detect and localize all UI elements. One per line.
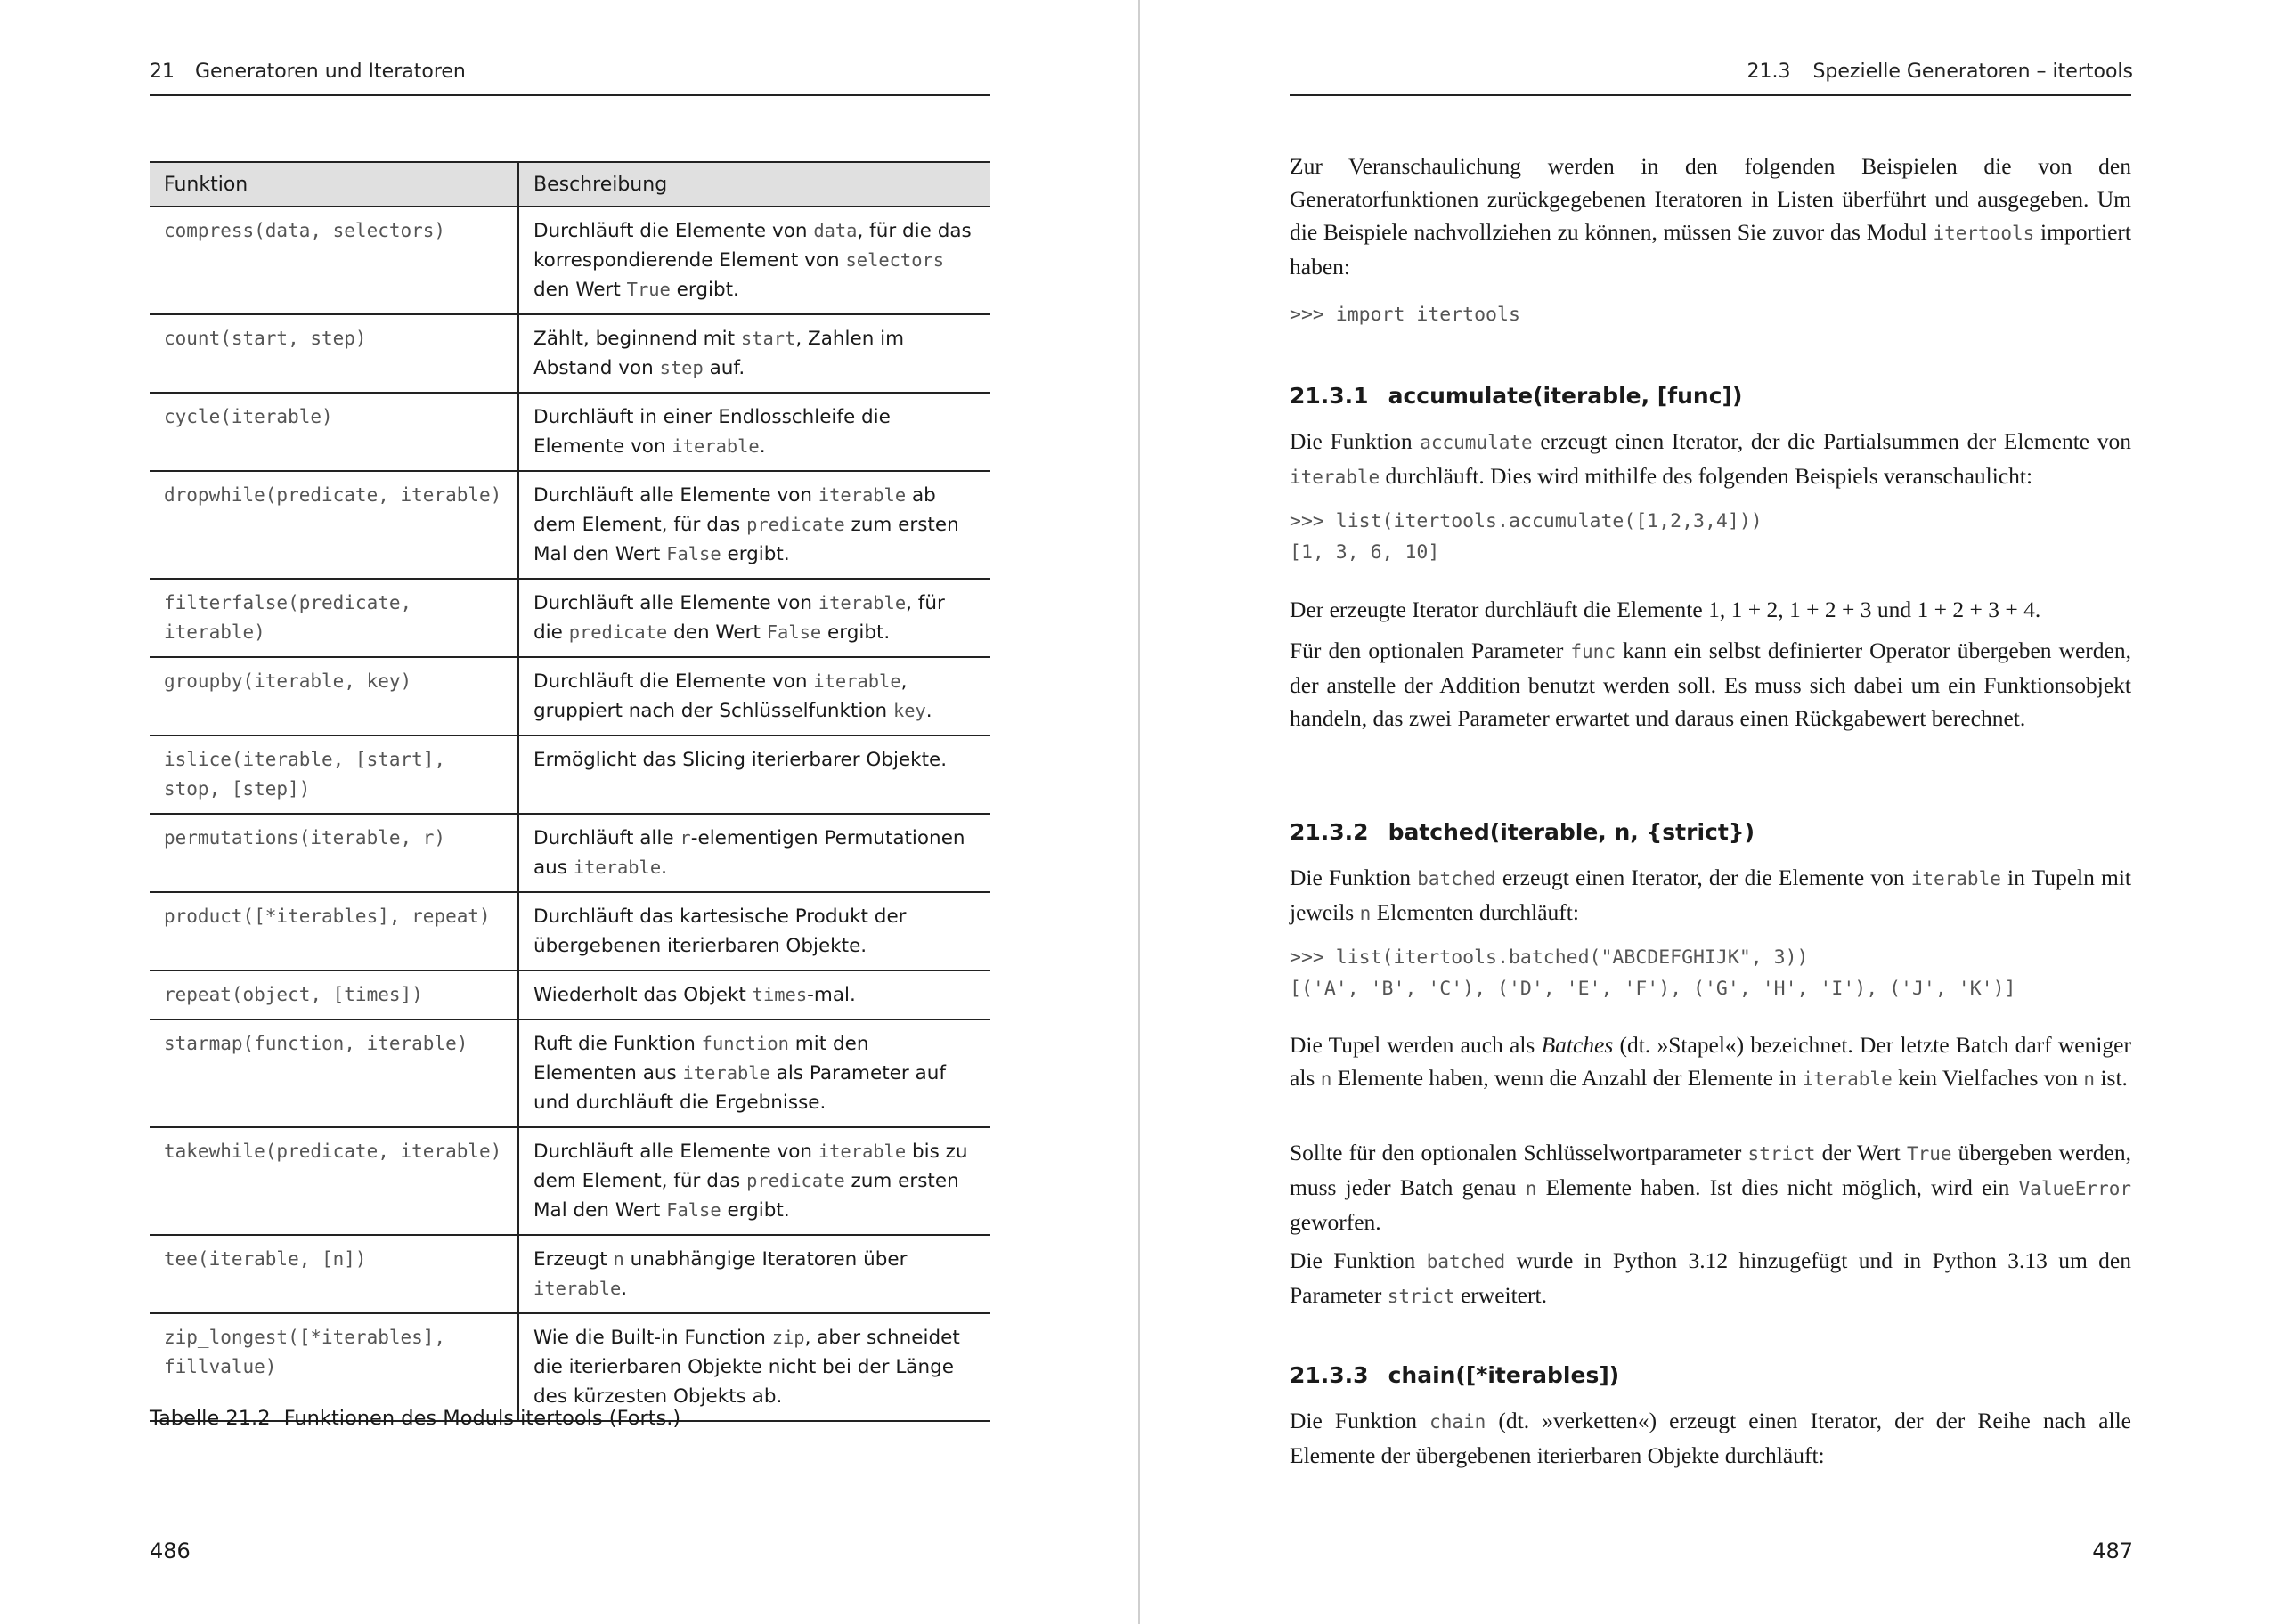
function-signature: count(start, step) [150,314,518,393]
table-row [150,1235,990,1313]
batched-paragraph-2: Die Tupel werden auch als Batches (dt. »Stapel«) bezeichnet. Der letzte Batch darf weniger als n Elemente haben, wenn die Anzahl der Elemente in iterable kein Vielfaches von n ist. [1290,1032,2131,1091]
caption-text: Funktionen des Moduls itertools (Forts.) [283,1407,681,1430]
function-signature: takewhile(predicate, iterable) [150,1127,518,1235]
section-number: 21.3 [1747,61,1791,83]
function-signature: repeat(object, [times]) [150,970,518,1019]
chapter-title: Generatoren und Iteratoren [195,61,466,83]
accumulate-paragraph-3: Für den optionalen Parameter func kann ein selbst definierter Operator übergeben werden, der anstelle der Addition benutzt werden soll. Es muss sich dabei um ein Funktionsobjekt handeln, das zwei Parameter erwartet und daraus einen Rückgabewert berechnet. [1290,637,2131,731]
batched-paragraph-4: Die Funktion batched wurde in Python 3.12 hinzugefügt und in Python 3.13 um den Parameter strict erweitert. [1290,1247,2131,1308]
accumulate-code: >>> list(itertools.accumulate([1,2,3,4])) [1, 3, 6, 10] [1290,510,1763,564]
table-row [150,471,990,579]
chain-paragraph-1: Die Funktion chain (dt. »verketten«) erzeugt einen Iterator, der der Reihe nach alle Elemente der übergebenen iterierbaren Objekte durchläuft: [1290,1408,2131,1468]
function-signature: permutations(iterable, r) [150,814,518,892]
function-description: Durchläuft alle Elemente von iterable ab dem Element, für das predicate zum ersten Mal den Wert False ergibt. [518,471,990,579]
table-body [150,207,990,1421]
function-signature: product([*iterables], repeat) [150,892,518,970]
column-header-description: Beschreibung [518,162,990,207]
table-row [150,892,990,970]
function-description: Durchläuft alle Elemente von iterable, für die predicate den Wert False ergibt. [518,579,990,657]
function-description: Ruft die Funktion function mit den Elementen aus iterable als Parameter auf und durchläuft die Ergebnisse. [518,1019,990,1127]
running-head-left [150,61,466,83]
function-description: Wiederholt das Objekt times-mal. [518,970,990,1019]
accumulate-paragraph-1: Die Funktion accumulate erzeugt einen Iterator, der die Partialsummen der Elemente von iterable durchläuft. Dies wird mithilfe des folgenden Beispiels veranschaulicht: [1290,428,2131,489]
table-row [150,657,990,735]
function-signature: filterfalse(predicate, iterable) [150,579,518,657]
function-signature: cycle(iterable) [150,393,518,471]
header-rule [150,94,990,96]
section-title: Spezielle Generatoren – itertools [1812,61,2133,83]
function-description: Zählt, beginnend mit start, Zahlen im Abstand von step auf. [518,314,990,393]
table-row [150,579,990,657]
heading-21-3-3: 21.3.3 chain([*iterables]) [1290,1362,1620,1388]
intro-paragraph: Zur Veranschaulichung werden in den folgenden Beispielen die von den Generatorfunktionen zurückgegebenen Iteratoren in Listen überführt und ausgegeben. Um die Beispiele nachvollziehen zu können, müssen Sie zuvor das Modul itertools importiert haben: [1290,153,2131,280]
function-signature: starmap(function, iterable) [150,1019,518,1127]
function-description: Erzeugt n unabhängige Iteratoren über iterable. [518,1235,990,1313]
table-row [150,1313,990,1421]
function-description: Durchläuft in einer Endlosschleife die Elemente von iterable. [518,393,990,471]
function-description: Wie die Built-in Function zip, aber schneidet die iterierbaren Objekte nicht bei der Länge des kürzesten Objekts ab. [518,1313,990,1421]
function-description: Durchläuft die Elemente von data, für die das korrespondierende Element von selectors den Wert True ergibt. [518,207,990,314]
chapter-number: 21 [150,61,175,83]
table-row [150,1127,990,1235]
left-page [0,0,1138,1624]
table-row [150,207,990,314]
function-signature: tee(iterable, [n]) [150,1235,518,1313]
batched-code: >>> list(itertools.batched("ABCDEFGHIJK", 3)) [('A', 'B', 'C'), ('D', 'E', 'F'), ('G', 'H', 'I'), ('J', 'K')] [1290,946,2016,1000]
heading-21-3-1: 21.3.1 accumulate(iterable, [func]) [1290,383,1743,409]
table-row [150,970,990,1019]
page-number-left: 486 [150,1539,191,1563]
table-row [150,814,990,892]
batched-paragraph-3: Sollte für den optionalen Schlüsselwortparameter strict der Wert True übergeben werden, muss jeder Batch genau n Elemente haben. Ist dies nicht möglich, wird ein ValueError geworfen. [1290,1140,2132,1235]
function-signature: groupby(iterable, key) [150,657,518,735]
header-rule [1290,94,2131,96]
function-signature: zip_longest([*iterables], fillvalue) [150,1313,518,1421]
heading-21-3-2: 21.3.2 batched(iterable, n, {strict}) [1290,819,1755,845]
code-import: >>> import itertools [1290,304,1520,326]
table-row [150,1019,990,1127]
column-header-function: Funktion [150,162,518,207]
function-description: Ermöglicht das Slicing iterierbarer Objekte. [518,735,990,814]
itertools-function-table [150,161,990,1422]
function-description: Durchläuft das kartesische Produkt der übergebenen iterierbaren Objekte. [518,892,990,970]
batched-paragraph-1: Die Funktion batched erzeugt einen Iterator, der die Elemente von iterable in Tupeln mit jeweils n Elementen durchläuft: [1290,865,2132,925]
running-head-right [1747,61,2133,83]
table-row [150,735,990,814]
table-row [150,393,990,471]
right-page [1140,0,2280,1624]
table-row [150,314,990,393]
function-description: Durchläuft alle r-elementigen Permutationen aus iterable. [518,814,990,892]
page-number-right: 487 [2092,1539,2133,1563]
function-description: Durchläuft alle Elemente von iterable bis zu dem Element, für das predicate zum ersten Mal den Wert False ergibt. [518,1127,990,1235]
function-description: Durchläuft die Elemente von iterable, gruppiert nach der Schlüsselfunktion key. [518,657,990,735]
function-signature: compress(data, selectors) [150,207,518,314]
caption-label: Tabelle 21.2 [150,1407,271,1430]
accumulate-paragraph-2: Der erzeugte Iterator durchläuft die Elemente 1, 1 + 2, 1 + 2 + 3 und 1 + 2 + 3 + 4. [1290,597,2041,622]
function-signature: islice(iterable, [start], stop, [step]) [150,735,518,814]
table-header-row [150,162,990,207]
table-caption [150,1407,680,1430]
function-signature: dropwhile(predicate, iterable) [150,471,518,579]
